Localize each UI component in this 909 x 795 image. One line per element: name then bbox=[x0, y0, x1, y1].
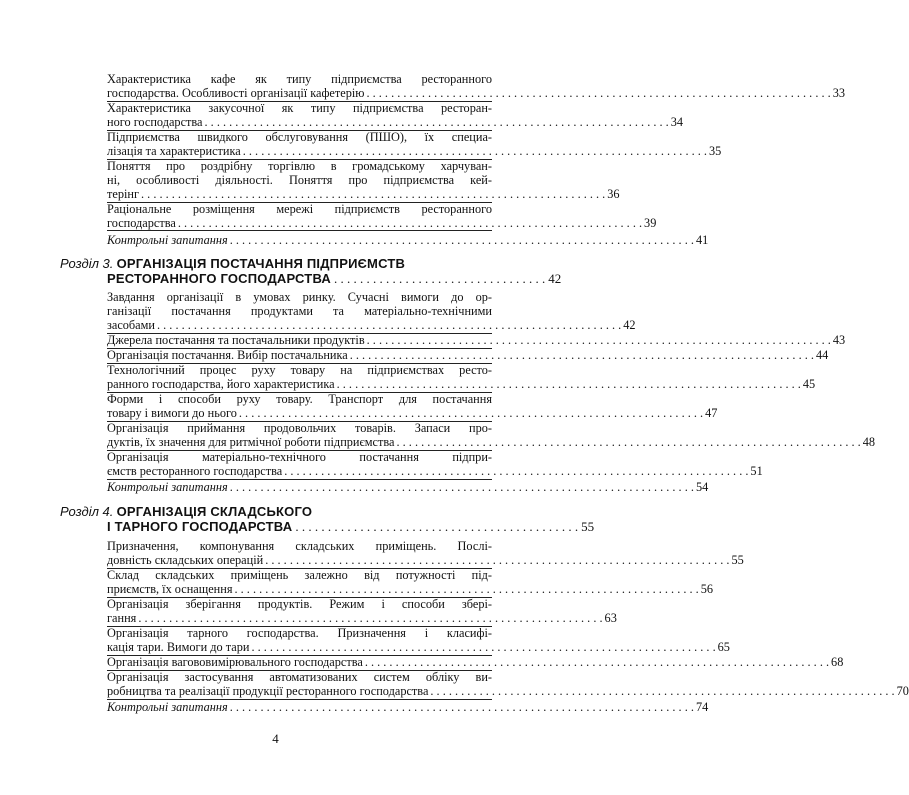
toc-entry-goods-receiving[interactable] bbox=[107, 421, 876, 450]
section-heading-3[interactable] bbox=[60, 256, 562, 286]
toc-entry-line: Призначення, компонування складських приміщень. Послі- bbox=[107, 539, 492, 553]
toc-entry-text: ного господарства bbox=[107, 114, 203, 129]
toc-entry-weighing[interactable] bbox=[107, 655, 844, 670]
toc-entry-warehouse-composition[interactable] bbox=[107, 568, 714, 597]
dot-leader bbox=[337, 378, 801, 392]
dot-leader bbox=[284, 465, 748, 479]
toc-entry-line: Характеристика закусочної як типу підприємства ресторан- bbox=[107, 101, 492, 115]
dot-leader bbox=[230, 481, 694, 495]
toc-page-number: 35 bbox=[708, 143, 722, 158]
toc-page-number: 56 bbox=[700, 581, 714, 596]
toc-entry-text: Організація вагововимірювального господарства bbox=[107, 655, 363, 669]
toc-entry-snackbar[interactable] bbox=[107, 101, 684, 130]
toc-page-number: 41 bbox=[695, 233, 709, 247]
dot-leader bbox=[235, 583, 699, 597]
section-title: ОРГАНІЗАЦІЯ СКЛАДСЬКОГО bbox=[116, 504, 313, 519]
toc-entry-packaging[interactable] bbox=[107, 626, 730, 655]
toc-page-number: 33 bbox=[832, 85, 845, 100]
toc-page-number: 42 bbox=[548, 271, 562, 286]
toc-entry-text: ранного господарства, його характеристика bbox=[107, 376, 335, 391]
toc-entry-control-questions[interactable] bbox=[107, 700, 709, 715]
toc-entry-line: Завдання організації в умовах ринку. Сучасні вимоги до ор- bbox=[107, 290, 492, 304]
toc-entry-storage[interactable] bbox=[107, 597, 617, 626]
section-title: ОРГАНІЗАЦІЯ ПОСТАЧАННЯ ПІДПРИЄМСТВ bbox=[116, 256, 406, 271]
dot-leader bbox=[230, 234, 694, 248]
toc-page-number: 51 bbox=[750, 463, 763, 478]
toc-entry-line: Організація приймання продовольчих товарів. Запаси про- bbox=[107, 421, 492, 435]
toc-page-number: 54 bbox=[695, 480, 709, 494]
toc-page-number: 74 bbox=[695, 700, 709, 714]
dot-leader bbox=[251, 641, 715, 655]
toc-entry-text: терінг bbox=[107, 186, 140, 201]
toc-entry-control-questions[interactable] bbox=[107, 233, 709, 248]
section-heading-4[interactable] bbox=[60, 504, 595, 534]
toc-entry-material-supply[interactable] bbox=[107, 450, 763, 479]
toc-entry-text: засобами bbox=[107, 317, 155, 332]
toc-page-number: 48 bbox=[862, 434, 876, 449]
toc-entry-line: ні, особливості діяльності. Поняття про підприємства кей- bbox=[107, 172, 492, 187]
toc-page-number: 42 bbox=[623, 317, 636, 332]
toc-entry-text: ємств ресторанного господарства bbox=[107, 463, 283, 478]
toc-entry-text: робництва та реалізації продукції ресторанного господарства bbox=[107, 683, 429, 698]
dot-leader bbox=[239, 407, 703, 421]
toc-entry-transport[interactable] bbox=[107, 392, 718, 421]
toc-entry-line: Характеристика кафе як типу підприємства ресторанного bbox=[107, 72, 492, 86]
toc-entry-line: Форми і способи руху товару. Транспорт для постачання bbox=[107, 392, 492, 406]
toc-entry-supply-sources[interactable] bbox=[107, 333, 846, 348]
toc-page-number: 39 bbox=[644, 215, 657, 230]
toc-page-number: 63 bbox=[604, 610, 617, 625]
toc-entry-text: Контрольні запитання bbox=[107, 233, 228, 247]
toc-entry-control-questions[interactable] bbox=[107, 480, 709, 495]
dot-leader bbox=[178, 217, 642, 231]
toc-entry-text: гання bbox=[107, 610, 137, 625]
toc-entry-text: довність складських операцій bbox=[107, 552, 264, 567]
toc-page-number: 36 bbox=[607, 186, 620, 201]
toc-entry-line: Організація зберігання продуктів. Режим і способи збері- bbox=[107, 597, 492, 611]
toc-entry-retail-catering[interactable] bbox=[107, 159, 620, 201]
entry-divider bbox=[107, 230, 492, 231]
toc-entry-supplier-choice[interactable] bbox=[107, 348, 829, 363]
toc-page-number: 68 bbox=[831, 655, 844, 669]
toc-page-number: 55 bbox=[731, 552, 744, 567]
toc-entry-line: Склад складських приміщень залежно від потужності під- bbox=[107, 568, 492, 582]
dot-leader: . . . . . . . . . . . . . . . . . . . . . . . . . . . . . . . . . . . . . . . . . . . . bbox=[295, 519, 579, 534]
toc-entry-network-placement[interactable] bbox=[107, 202, 657, 231]
toc-entry-goods-movement-process[interactable] bbox=[107, 363, 816, 392]
toc-entry-cafe[interactable] bbox=[107, 72, 845, 101]
section-label: Розділ 3. bbox=[60, 256, 114, 271]
dot-leader bbox=[230, 701, 694, 715]
toc-page-number: 55 bbox=[581, 519, 595, 534]
dot-leader bbox=[157, 319, 621, 333]
toc-page-number: 44 bbox=[815, 348, 829, 362]
toc-entry-text: Джерела постачання та постачальники продуктів bbox=[107, 333, 365, 347]
toc-entry-line: Організація тарного господарства. Призначення і класифі- bbox=[107, 626, 492, 640]
toc-entry-text: господарства bbox=[107, 215, 176, 230]
toc-page-number: 65 bbox=[717, 639, 730, 654]
toc-entry-text: кація тари. Вимоги до тари bbox=[107, 639, 250, 654]
section-label: Розділ 4. bbox=[60, 504, 114, 519]
toc-entry-text: лізація та характеристика bbox=[107, 143, 241, 158]
toc-entry-line: Технологічний процес руху товару на підприємствах ресто- bbox=[107, 363, 492, 377]
toc-entry-text: дуктів, їх значення для ритмічної роботи підприємства bbox=[107, 434, 395, 449]
toc-page-number: 45 bbox=[802, 376, 816, 391]
toc-entry-warehouse-layout[interactable] bbox=[107, 539, 744, 568]
toc-entry-line: Поняття про роздрібну торгівлю в громадському харчуван- bbox=[107, 159, 492, 173]
section-title: РЕСТОРАННОГО ГОСПОДАРСТВА bbox=[107, 271, 331, 286]
toc-entry-line: Раціональне розміщення мережі підприємств ресторанного bbox=[107, 202, 492, 216]
dot-leader: . . . . . . . . . . . . . . . . . . . . . . . . . . . . . . . . . bbox=[333, 271, 546, 286]
dot-leader bbox=[205, 116, 669, 130]
dot-leader bbox=[141, 188, 605, 202]
toc-entry-text: товару і вимоги до нього bbox=[107, 405, 237, 420]
toc-entry-line: Підприємства швидкого обслуговування (ПШО), їх специа- bbox=[107, 130, 492, 144]
section-title: І ТАРНОГО ГОСПОДАРСТВА bbox=[107, 519, 293, 534]
toc-entry-line: Організація матеріально-технічного постачання підпри- bbox=[107, 450, 492, 464]
toc-entry-text: Організація постачання. Вибір постачальника bbox=[107, 348, 348, 362]
toc-entry-line: Організація застосування автоматизованих систем обліку ви- bbox=[107, 670, 492, 684]
toc-entry-text: господарства. Особливості організації кафетерію bbox=[107, 85, 365, 100]
dot-leader bbox=[366, 87, 830, 101]
toc-entry-automation[interactable] bbox=[107, 670, 909, 699]
toc-page-number: 70 bbox=[896, 683, 909, 698]
dot-leader bbox=[367, 334, 831, 348]
toc-page-number: 34 bbox=[670, 114, 684, 129]
toc-entry-text: Контрольні запитання bbox=[107, 480, 228, 494]
toc-page-number: 43 bbox=[832, 333, 846, 347]
dot-leader bbox=[430, 685, 894, 699]
toc-entry-market-tasks[interactable] bbox=[107, 290, 636, 332]
dot-leader bbox=[243, 145, 707, 159]
dot-leader bbox=[265, 554, 729, 568]
toc-entry-fastfood[interactable] bbox=[107, 130, 722, 159]
dot-leader bbox=[397, 436, 861, 450]
toc-entry-line: ганізації постачання продуктами та матеріально-технічними bbox=[107, 303, 492, 318]
dot-leader bbox=[350, 349, 814, 363]
dot-leader bbox=[365, 656, 829, 670]
dot-leader bbox=[138, 612, 602, 626]
toc-entry-text: Контрольні запитання bbox=[107, 700, 228, 714]
toc-entry-text: приємств, їх оснащення bbox=[107, 581, 233, 596]
toc-page-number: 47 bbox=[705, 405, 718, 420]
page-number: 4 bbox=[272, 731, 279, 746]
